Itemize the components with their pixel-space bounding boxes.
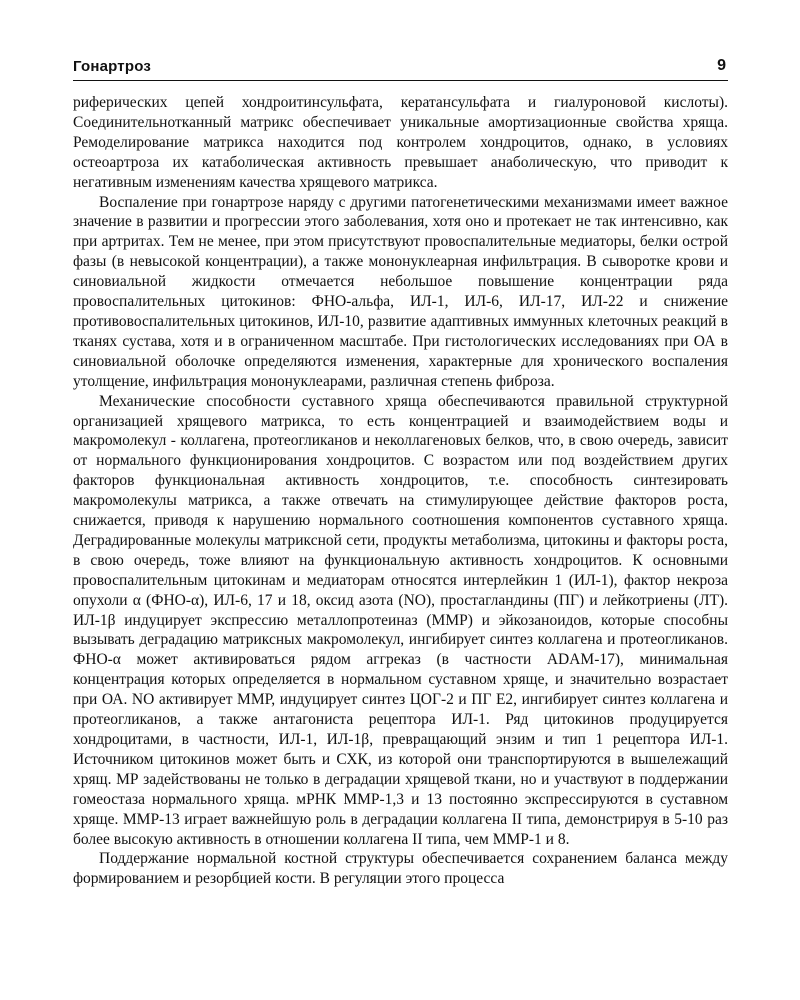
paragraph-mechanical-properties: Механические способности суставного хряща обеспечиваются правильной структурной организацией хрящевого матрикса, то есть концентрацией и взаимодействием воды и макромолекул - коллагена, протеогликанов и неколлагеновых белков, что, в свою очередь, зависит от нормального функционирования хондроцитов. С возрастом или под воздействием других факторов функциональная активность хондроцитов, т.е. способность синтезировать макромолекулы матрикса, а также отвечать на стимулирующее действие факторов роста, снижается, приводя к нарушению нормального соотношения компонентов суставного хряща. Деградированные молекулы матриксной сети, продукты метаболизма, цитокины и факторы роста, в свою очередь, тоже влияют на функциональную активность хондроцитов. К основными провоспалительным цитокинам и медиаторам относятся интерлейкин 1 (ИЛ-1), фактор некроза опухоли α (ФНО-α), ИЛ-6, 17 и 18, оксид азота (NO), простагландины (ПГ) и лейкотриены (ЛТ). ИЛ-1β индуцирует экспрессию металлопротеиназ (ММР) и эйкозаноидов, которые способны вызывать деградацию матриксных макромолекул, ингибирует синтез коллагена и протеогликанов. ФНО-α может активироваться рядом аггреказ (в частности ADAM-17), минимальная концентрация которых определяется в нормальном суставном хряще, и значительно возрастает при ОА. NO активирует ММР, индуцирует синтез ЦОГ-2 и ПГ E2, ингибирует синтез коллагена и протеогликанов, а также антагониста рецептора ИЛ-1. Ряд цитокинов продуцируется хондроцитами, в частности, ИЛ-1, ИЛ-1β, превращающий энзим и тип 1 рецептора ИЛ-1. Источником цитокинов может быть и СХК, из которой они транспортируются в вышележащий хрящ. МР задействованы не только в деградации хрящевой ткани, но и участвуют в поддержании гомеостаза нормального хряща. мРНК ММР-1,3 и 13 постоянно экспрессируются в суставном хряще. ММР-13 играет важнейшую роль в деградации коллагена II типа, демонстрируя в 5-10 раз более высокую активность в отношении коллагена II типа, чем ММР-1 и 8. — [73, 392, 728, 848]
paragraph-continued: риферических цепей хондроитинсульфата, кератансульфата и гиалуроновой кислоты). Соединительнотканный матрикс обеспечивает уникальные амортизационные свойства хряща. Ремоделирование матрикса находится под контролем хондроцитов, однако, в условиях остеоартроза их катаболическая активность превышает анаболическую, что приводит к негативным изменениям качества хрящевого матрикса. — [73, 94, 728, 191]
body-text — [73, 93, 728, 889]
paragraph-inflammation: Воспаление при гонартрозе наряду с другими патогенетическими механизмами имеет важное значение в развитии и прогрессии этого заболевания, хотя оно и протекает не так интенсивно, как при артритах. Тем не менее, при этом присутствуют провоспалительные медиаторы, белки острой фазы (в невысокой концентрации), а также мононуклеарная инфильтрация. В сыворотке крови и синовиальной жидкости отмечается небольшое повышение концентрации ряда провоспалительных цитокинов: ФНО-альфа, ИЛ-1, ИЛ-6, ИЛ-17, ИЛ-22 и снижение противовоспалительных цитокинов, ИЛ-10, развитие адаптивных иммунных клеточных реакций в тканях сустава, хотя и в ограниченном масштабе. При гистологических исследованиях при ОА в синовиальной оболочке определяются изменения, характерные для хронического воспаления утолщение, инфильтрация мононуклеарами, различная степень фиброза. — [73, 193, 728, 390]
chapter-title: Гонартроз — [73, 58, 152, 75]
book-page — [73, 0, 728, 1000]
running-header — [73, 58, 728, 81]
paragraph-bone-structure: Поддержание нормальной костной структуры обеспечивается сохранением баланса между формированием и резорбцией кости. В регуляции этого процесса — [73, 850, 728, 888]
page-number: 9 — [717, 57, 726, 74]
